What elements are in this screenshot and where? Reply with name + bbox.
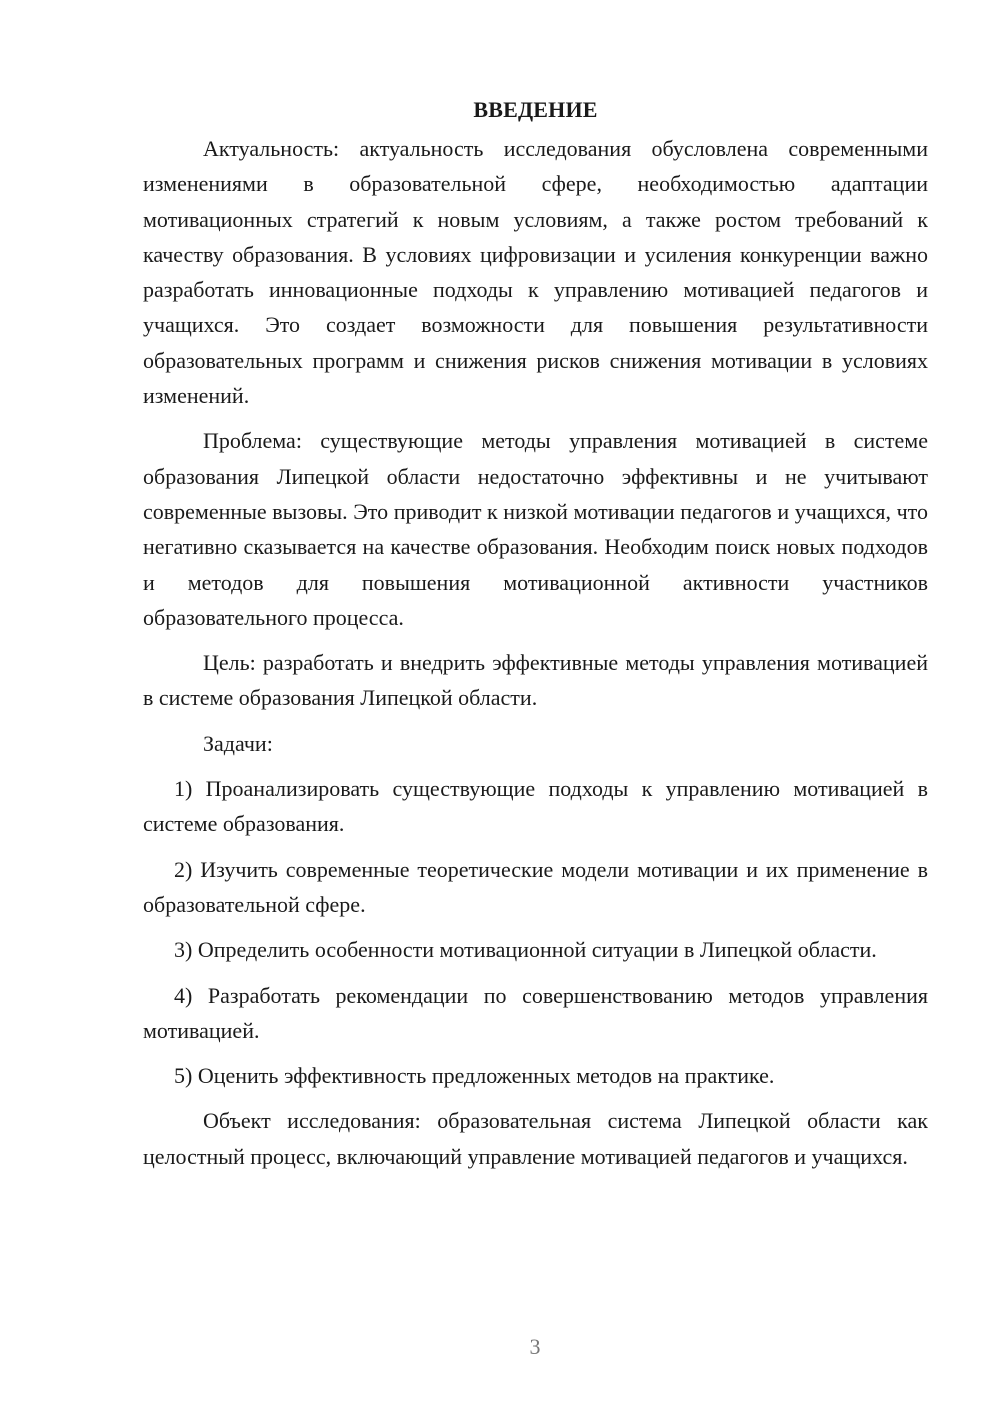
paragraph-problem: Проблема: существующие методы управления мотивацией в системе образования Липецкой области недостаточно эффективны и не учитывают современные вызовы. Это приводит к низкой мотивации педагогов и учащихся, что негативно сказывается на качестве образования. Необходим поиск новых подходов и методов для повышения мотивационной активности участников образовательного процесса. <box>143 428 928 630</box>
section-heading: ВВЕДЕНИЕ <box>473 97 598 122</box>
task-item-5: 5) Оценить эффективность предложенных методов на практике. <box>174 1063 775 1089</box>
page-number: 3 <box>529 1334 541 1359</box>
task-item-4: 4) Разработать рекомендации по совершенствованию методов управления мотивацией. <box>143 982 928 1043</box>
task-item-3: 3) Определить особенности мотивационной ситуации в Липецкой области. <box>174 937 877 963</box>
paragraph-object: Объект исследования: образовательная система Липецкой области как целостный процесс, включающий управление мотивацией педагогов и учащихся. <box>143 1108 928 1169</box>
paragraph-relevance: Актуальность: актуальность исследования обусловлена современными изменениями в образовательной сфере, необходимостью адаптации мотивационных стратегий к новым условиям, а также ростом требований к качеству образования. В условиях цифровизации и усиления конкуренции важно разработать инновационные подходы к управлению мотивацией педагогов и учащихся. Это создает возможности для повышения результативности образовательных программ и снижения рисков снижения мотивации в условиях изменений. <box>143 136 928 409</box>
task-item-1: 1) Проанализировать существующие подходы к управлению мотивацией в системе образования. <box>143 776 928 837</box>
paragraph-goal: Цель: разработать и внедрить эффективные методы управления мотивацией в системе образования Липецкой области. <box>143 650 928 711</box>
tasks-label: Задачи: <box>203 730 273 756</box>
task-item-2: 2) Изучить современные теоретические модели мотивации и их применение в образовательной сфере. <box>143 856 928 917</box>
document-page <box>143 92 928 1184</box>
